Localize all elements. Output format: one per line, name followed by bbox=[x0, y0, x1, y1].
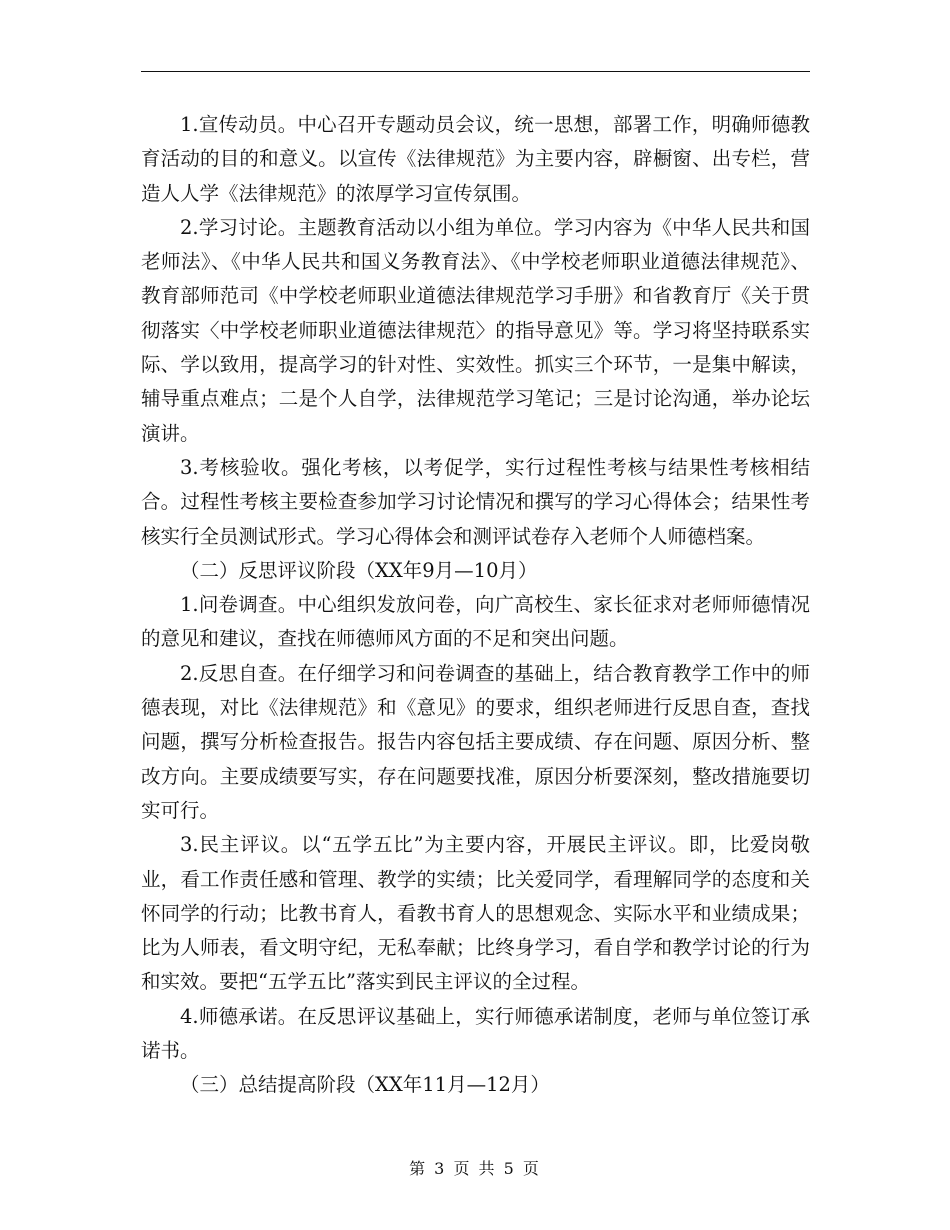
paragraph-assessment: 3.考核验收。强化考核，以考促学，实行过程性考核与结果性考核相结合。过程性考核主要检查参加学习讨论情况和撰写的学习心得体会；结果性考核实行全员测试形式。学习心得体会和测评试卷存入老师个人师德档案。 bbox=[141, 455, 810, 548]
paragraph-self-check: 2.反思自查。在仔细学习和问卷调查的基础上，结合教育教学工作中的师德表现，对比《法律规范》和《意见》的要求，组织老师进行反思自查，查找问题，撰写分析检查报告。报告内容包括主要成绩、存在问题、原因分析、整改方向。主要成绩要写实，存在问题要找准，原因分析要深刻，整改措施要切实可行。 bbox=[141, 661, 810, 822]
paragraph-publicity: 1.宣传动员。中心召开专题动员会议，统一思想，部署工作，明确师德教育活动的目的和意义。以宣传《法律规范》为主要内容，辟橱窗、出专栏，营造人人学《法律规范》的浓厚学习宣传氛围。 bbox=[141, 113, 810, 205]
paragraph-commitment: 4.师德承诺。在反思评议基础上，实行师德承诺制度，老师与单位签订承诺书。 bbox=[141, 1004, 810, 1063]
paragraph-study-discussion: 2.学习讨论。主题教育活动以小组为单位。学习内容为《中华人民共和国老师法》、《中华人民共和国义务教育法》、《中学校老师职业道德法律规范》、教育部师范司《中学校老师职业道德法律规范学习手册》和省教育厅《关于贯彻落实〈中学校老师职业道德法律规范〉的指导意见》等。学习将坚持联系实际、学以致用，提高学习的针对性、实效性。抓实三个环节，一是集中解读，辅导重点难点；二是个人自学，法律规范学习笔记；三是讨论沟通，举办论坛演讲。 bbox=[141, 215, 810, 445]
page-footer: 第 3 页 共 5 页 bbox=[409, 1159, 541, 1178]
section-heading-reflection: （二）反思评议阶段（XX年9月—10月） bbox=[180, 558, 538, 582]
section-heading-summary: （三）总结提高阶段（XX年11月—12月） bbox=[180, 1073, 550, 1097]
document-body bbox=[141, 108, 810, 1103]
paragraph-questionnaire: 1.问卷调查。中心组织发放问卷，向广高校生、家长征求对老师师德情况的意见和建议，查找在师德师风方面的不足和突出问题。 bbox=[141, 593, 810, 651]
paragraph-democratic-review: 3.民主评议。以“五学五比”为主要内容，开展民主评议。即，比爱岗敬业，看工作责任感和管理、教学的实绩；比关爱同学，看理解同学的态度和关怀同学的行动；比教书育人，看教书育人的思想观念、实际水平和业绩成果；比为人师表，看文明守纪，无私奉献；比终身学习，看自学和教学讨论的行为和实效。要把“五学五比”落实到民主评议的全过程。 bbox=[141, 833, 810, 994]
header-rule bbox=[141, 71, 810, 72]
